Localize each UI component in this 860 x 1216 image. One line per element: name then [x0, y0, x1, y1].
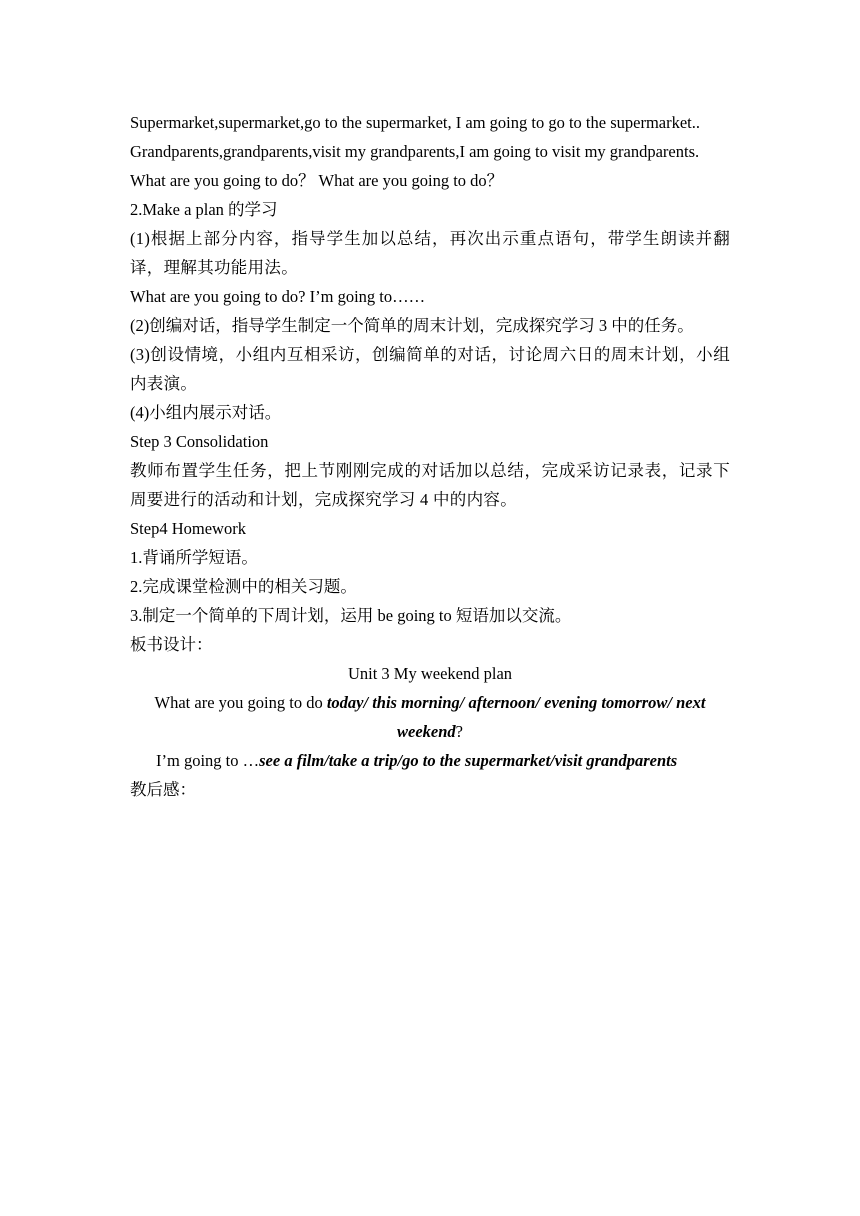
board-question: [130, 688, 730, 717]
section-heading: 2.Make a plan 的学习: [130, 200, 278, 219]
text-line: 3.制定一个简单的下周计划，运用 be going to 短语加以交流。: [130, 606, 572, 625]
board-answer-prefix: I’m going to …: [156, 751, 260, 770]
board-question-mark: ?: [455, 722, 463, 741]
text-line: Grandparents,grandparents,visit my grandparents,I am going to visit my grandparents.: [130, 142, 700, 161]
text-line: 板书设计：: [130, 635, 213, 654]
board-question-cont: [130, 717, 730, 746]
section-heading: Step4 Homework: [130, 519, 246, 538]
text-line: What are you going to do? I’m going to……: [130, 287, 426, 306]
board-question-times: today/ this morning/ afternoon/ evening tomorrow/ next: [326, 693, 706, 712]
text-line: What are you going to do？ What are you going to do？: [130, 171, 504, 190]
text-line: Supermarket,supermarket,go to the supermarket, I am going to go to the supermarket..: [130, 113, 701, 132]
text-line: 1.背诵所学短语。: [130, 548, 258, 567]
text-line: 2.完成课堂检测中的相关习题。: [130, 577, 357, 596]
section-heading: Step 3 Consolidation: [130, 432, 269, 451]
paragraph: (3)创设情境，小组内互相采访，创编简单的对话，讨论周六日的周末计划，小组内表演。: [130, 345, 730, 393]
board-answer: [130, 746, 730, 775]
board-question-weekend: weekend: [397, 722, 456, 741]
paragraph: 教师布置学生任务，把上节刚刚完成的对话加以总结，完成采访记录表，记录下周要进行的活动和计划，完成探究学习 4 中的内容。: [130, 461, 730, 509]
board-question-prefix: What are you going to do: [154, 693, 327, 712]
board-title: Unit 3 My weekend plan: [347, 664, 513, 683]
text-line: (4)小组内展示对话。: [130, 403, 282, 422]
board-answer-activities: see a film/take a trip/go to the supermarket/visit grandparents: [259, 751, 678, 770]
reflection-label: 教后感：: [130, 780, 196, 799]
text-line: (2)创编对话，指导学生制定一个简单的周末计划，完成探究学习 3 中的任务。: [130, 316, 694, 335]
paragraph: (1)根据上部分内容，指导学生加以总结，再次出示重点语句，带学生朗读并翻译，理解其功能用法。: [130, 229, 730, 277]
